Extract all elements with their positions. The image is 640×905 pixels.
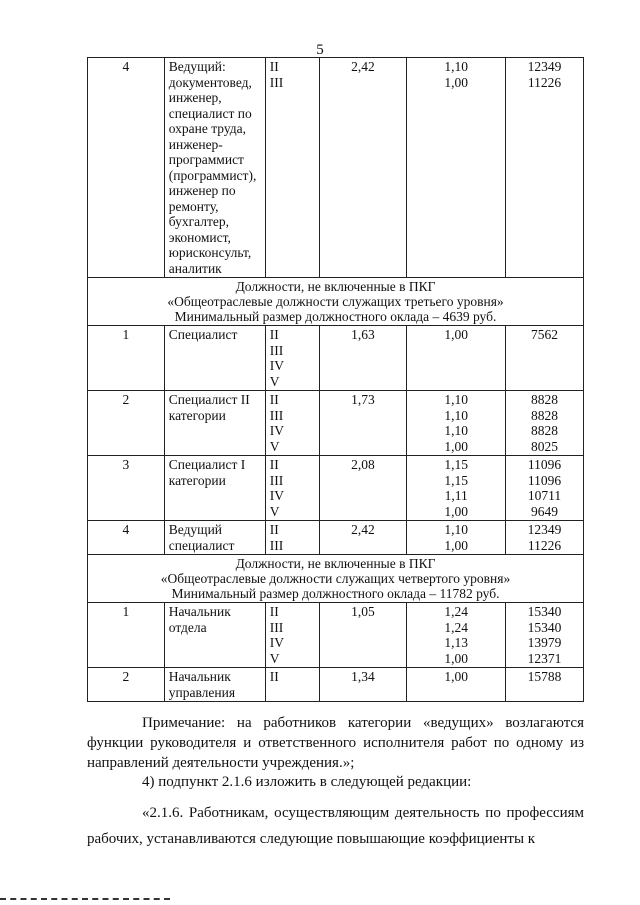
row-number-cell [88, 58, 165, 278]
multiplier-cell [407, 668, 506, 702]
qualification-level-cell [265, 326, 319, 391]
salary-value: 9649 [531, 503, 559, 519]
salary-value: 7562 [531, 327, 559, 342]
multiplier-cell [407, 603, 506, 668]
position-cell [164, 521, 265, 555]
qualification-level: III [269, 74, 284, 90]
position-line: Ведущий [168, 522, 223, 537]
qualification-level: II [269, 604, 279, 619]
position-line: Начальник [168, 604, 231, 619]
qualification-level: II [269, 522, 279, 537]
position-line: отдела [168, 619, 207, 635]
multiplier-value: 1,15 [444, 457, 469, 472]
row-number: 4 [122, 522, 130, 537]
multiplier-value: 1,10 [444, 59, 469, 74]
multiplier-value: 1,15 [444, 472, 469, 488]
salary-cell [506, 391, 584, 456]
multiplier-value: 1,11 [444, 488, 468, 503]
qualification-level: II [269, 327, 279, 342]
page-number: 5 [316, 42, 324, 58]
coefficient-cell [319, 58, 407, 278]
qualification-level-cell [265, 456, 319, 521]
qualification-level: V [269, 438, 280, 454]
position-line: программист [168, 152, 244, 167]
multiplier-cell [407, 326, 506, 391]
row-number-cell [88, 456, 165, 521]
position-line: Начальник [168, 669, 231, 684]
position-line: документовед, [168, 74, 252, 90]
qualification-level-cell [265, 521, 319, 555]
section-header [88, 555, 584, 603]
qualification-level: V [269, 650, 280, 666]
note-paragraph: Примечание: на работников категории «ведущих» возлагаются функции руководителя и ответственного исполнителя работ по одному из направлений деятельности учреждения.»; [87, 715, 584, 771]
multiplier-cell [407, 391, 506, 456]
footer-rule [0, 898, 170, 900]
table-row [88, 391, 584, 456]
multiplier-cell [407, 521, 506, 555]
salary-cell [506, 326, 584, 391]
position-line: Специалист I [168, 457, 246, 472]
table-row [88, 58, 584, 278]
table-row [88, 668, 584, 702]
coefficient-cell [319, 521, 407, 555]
multiplier-cell [407, 456, 506, 521]
position-line: категории [168, 472, 226, 488]
position-line: юрисконсульт, [168, 245, 252, 260]
coefficient: 1,63 [351, 327, 375, 342]
qualification-level-cell [265, 391, 319, 456]
salary-value: 12371 [527, 650, 562, 666]
salary-value: 11226 [527, 74, 562, 90]
row-number: 1 [122, 327, 130, 342]
salary-cell [506, 456, 584, 521]
row-number: 2 [122, 392, 130, 407]
position-line: инженер- [168, 136, 223, 152]
position-line: ремонту, [168, 198, 219, 214]
multiplier-value: 1,10 [444, 423, 469, 438]
multiplier-value: 1,13 [444, 635, 469, 650]
qualification-level: IV [269, 423, 284, 438]
position-line: инженер, [168, 90, 222, 105]
multiplier-value: 1,10 [444, 522, 469, 537]
coefficient: 2,08 [351, 457, 375, 472]
position-line: аналитик [168, 260, 222, 276]
position-line: Специалист [168, 327, 238, 342]
section-header-row [88, 555, 584, 603]
qualification-level: III [269, 407, 284, 423]
instruction-paragraph: 4) подпункт 2.1.6 изложить в следующей редакции: [142, 774, 472, 790]
position-cell [164, 58, 265, 278]
position-line: категории [168, 407, 226, 423]
salary-value: 15340 [527, 604, 562, 619]
position-line: инженер по [168, 183, 236, 198]
qualification-level: III [269, 537, 284, 553]
position-line: управления [168, 684, 236, 700]
position-line: Специалист II [168, 392, 250, 407]
salary-value: 8025 [531, 438, 559, 454]
row-number: 2 [122, 669, 130, 684]
position-cell [164, 603, 265, 668]
multiplier-value: 1,24 [444, 604, 469, 619]
coefficient: 1,05 [351, 604, 375, 619]
position-cell [164, 668, 265, 702]
multiplier-value: 1,00 [444, 669, 469, 684]
salary-value: 15340 [527, 619, 562, 635]
qualification-level: V [269, 373, 280, 389]
row-number: 1 [122, 604, 130, 619]
clause-paragraph: «2.1.6. Работникам, осуществляющим деятельность по профессиям рабочих, устанавливаются следующие повышающие коэффициенты к [87, 805, 584, 847]
multiplier-value: 1,10 [444, 392, 469, 407]
salary-table [87, 57, 584, 702]
table-row [88, 603, 584, 668]
row-number: 4 [122, 59, 130, 74]
qualification-level: II [269, 457, 279, 472]
multiplier-value: 1,24 [444, 619, 469, 635]
multiplier-value: 1,00 [444, 327, 469, 342]
multiplier-value: 1,00 [444, 74, 469, 90]
section-header-line: Минимальный размер должностного оклада – 11782 руб. [171, 586, 500, 601]
salary-value: 11096 [527, 457, 562, 472]
row-number-cell [88, 603, 165, 668]
position-line: бухгалтер, [168, 214, 230, 229]
salary-value: 12349 [527, 522, 562, 537]
row-number-cell [88, 521, 165, 555]
position-cell [164, 326, 265, 391]
row-number: 3 [122, 457, 130, 472]
section-header-line: «Общеотраслевые должности служащих четвертого уровня» [160, 571, 511, 586]
multiplier-cell [407, 58, 506, 278]
table-row [88, 456, 584, 521]
salary-value: 13979 [527, 635, 562, 650]
qualification-level: II [269, 669, 279, 684]
multiplier-value: 1,00 [444, 537, 469, 553]
table-row [88, 326, 584, 391]
section-header-row [88, 278, 584, 326]
multiplier-value: 1,00 [444, 438, 469, 454]
position-line: специалист [168, 537, 235, 553]
position-line: охране труда, [168, 121, 247, 136]
section-header [88, 278, 584, 326]
salary-cell [506, 521, 584, 555]
coefficient-cell [319, 326, 407, 391]
section-header-line: Должности, не включенные в ПКГ [235, 279, 436, 294]
salary-cell [506, 668, 584, 702]
section-header-line: Минимальный размер должностного оклада – 4639 руб. [174, 309, 497, 324]
section-header-line: «Общеотраслевые должности служащих третьего уровня» [167, 294, 504, 309]
qualification-level: IV [269, 635, 284, 650]
position-line: (программист), [168, 167, 257, 183]
qualification-level: V [269, 503, 280, 519]
position-cell [164, 391, 265, 456]
salary-value: 11096 [527, 472, 562, 488]
salary-value: 10711 [527, 488, 562, 503]
qualification-level: IV [269, 358, 284, 373]
salary-value: 15788 [527, 669, 562, 684]
coefficient: 1,73 [351, 392, 375, 407]
section-header-line: Должности, не включенные в ПКГ [235, 556, 436, 571]
salary-cell [506, 603, 584, 668]
salary-value: 12349 [527, 59, 562, 74]
qualification-level-cell [265, 603, 319, 668]
salary-value: 8828 [531, 392, 559, 407]
multiplier-value: 1,00 [444, 503, 469, 519]
position-line: экономист, [168, 229, 231, 245]
qualification-level-cell [265, 668, 319, 702]
coefficient-cell [319, 668, 407, 702]
multiplier-value: 1,10 [444, 407, 469, 423]
position-line: Ведущий: [168, 59, 226, 74]
qualification-level: III [269, 619, 284, 635]
salary-cell [506, 58, 584, 278]
position-cell [164, 456, 265, 521]
qualification-level: III [269, 342, 284, 358]
coefficient-cell [319, 456, 407, 521]
salary-value: 11226 [527, 537, 562, 553]
row-number-cell [88, 391, 165, 456]
row-number-cell [88, 326, 165, 391]
qualification-level: III [269, 472, 284, 488]
coefficient-cell [319, 391, 407, 456]
coefficient: 1,34 [351, 669, 375, 684]
salary-value: 8828 [531, 407, 559, 423]
multiplier-value: 1,00 [444, 650, 469, 666]
row-number-cell [88, 668, 165, 702]
coefficient-cell [319, 603, 407, 668]
qualification-level: IV [269, 488, 284, 503]
position-line: специалист по [168, 105, 252, 121]
coefficient: 2,42 [351, 59, 375, 74]
table-row [88, 521, 584, 555]
qualification-level-cell [265, 58, 319, 278]
coefficient: 2,42 [351, 522, 375, 537]
qualification-level: II [269, 392, 279, 407]
qualification-level: II [269, 59, 279, 74]
salary-value: 8828 [531, 423, 559, 438]
